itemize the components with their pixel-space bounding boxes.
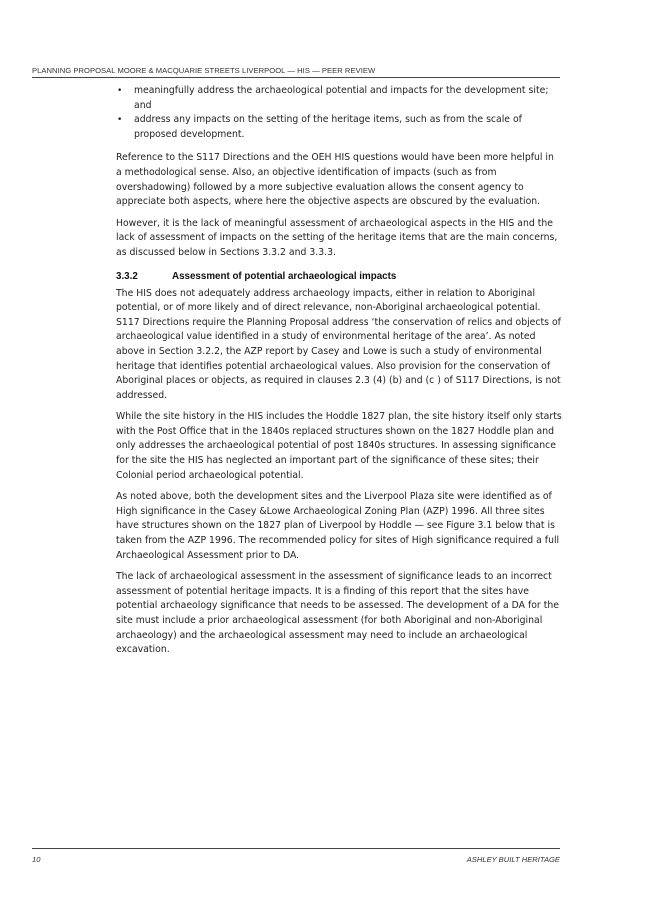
footer-organisation: ASHLEY BUILT HERITAGE	[466, 855, 560, 864]
paragraph: However, it is the lack of meaningful assessment of archaeological aspects in the HIS and the lack of assessment of impacts on the setting of the heritage items that are the main concerns, as discussed below in Sections 3.3.2 and 3.3.3.	[116, 217, 558, 258]
footer-divider	[32, 848, 560, 849]
document-body	[116, 84, 562, 665]
bullet-icon: •	[117, 115, 123, 126]
running-header: PLANNING PROPOSAL MOORE & MACQUARIE STREETS LIVERPOOL — HIS — PEER REVIEW	[32, 66, 376, 75]
page-number: 10	[32, 855, 41, 864]
paragraph: The lack of archaeological assessment in the assessment of significance leads to an incorrect assessment of potential heritage impacts. It is a finding of this report that the sites have potential archaeology significance that needs to be assessed. The development of a DA for the site must include a prior archaeological assessment (for both Aboriginal and non-Aboriginal archaeology) and the archaeological assessment may need to include an archaeological excavation.	[116, 571, 559, 656]
paragraph: As noted above, both the development sites and the Liverpool Plaza site were identified as of High significance in the Casey &Lowe Archaeological Zoning Plan (AZP) 1996. All three sites have structures shown on the 1827 plan of Liverpool by Hoddle — see Figure 3.1 below that is taken from the AZP 1996. The recommended policy for sites of High significance required a full Archaeological Assessment prior to DA.	[116, 491, 560, 561]
list-item	[116, 113, 562, 142]
section-title: Assessment of potential archaeological impacts	[172, 270, 397, 282]
header-divider	[32, 77, 560, 78]
paragraph: The HIS does not adequately address archaeology impacts, either in relation to Aboriginal potential, or of more likely and of direct relevance, non-Aboriginal archaeological potential. S117 Directions require the Planning Proposal address ‘the conservation of relics and objects of archaeological value identified in a study of environmental heritage of the area’. As noted above in Section 3.2.2, the AZP report by Casey and Lowe is such a study of environmental heritage that identifies potential archaeological values. Also provision for the conservation of Aboriginal places or objects, as required in clauses 2.3 (4) (b) and (c ) of S117 Directions, is not addressed.	[116, 287, 561, 401]
section-number: 3.3.2	[116, 270, 138, 282]
list-item-text: meaningfully address the archaeological potential and impacts for the development site; and	[134, 85, 549, 111]
bullet-icon: •	[117, 86, 123, 96]
paragraph: Reference to the S117 Directions and the OEH HIS questions would have been more helpful in a methodological sense. Also, an objective identification of impacts (such as from overshadowing) followed by a more subjective evaluation allows the consent agency to appreciate both aspects, where here the objective aspects are obscured by the evaluation.	[116, 152, 554, 208]
list-item	[116, 84, 562, 113]
list-item-text: address any impacts on the setting of the heritage items, such as from the scale of proposed development.	[134, 114, 522, 140]
bullet-list	[116, 84, 562, 142]
section-heading	[116, 270, 562, 284]
paragraph: While the site history in the HIS includes the Hoddle 1827 plan, the site history itself only starts with the Post Office that in the 1840s replaced structures shown on the 1827 Hoddle plan and only addresses the archaeological potential of post 1840s structures. In assessing significance for the site the HIS has neglected an important part of the significance of these sites; their Colonial period archaeological potential.	[116, 411, 562, 481]
